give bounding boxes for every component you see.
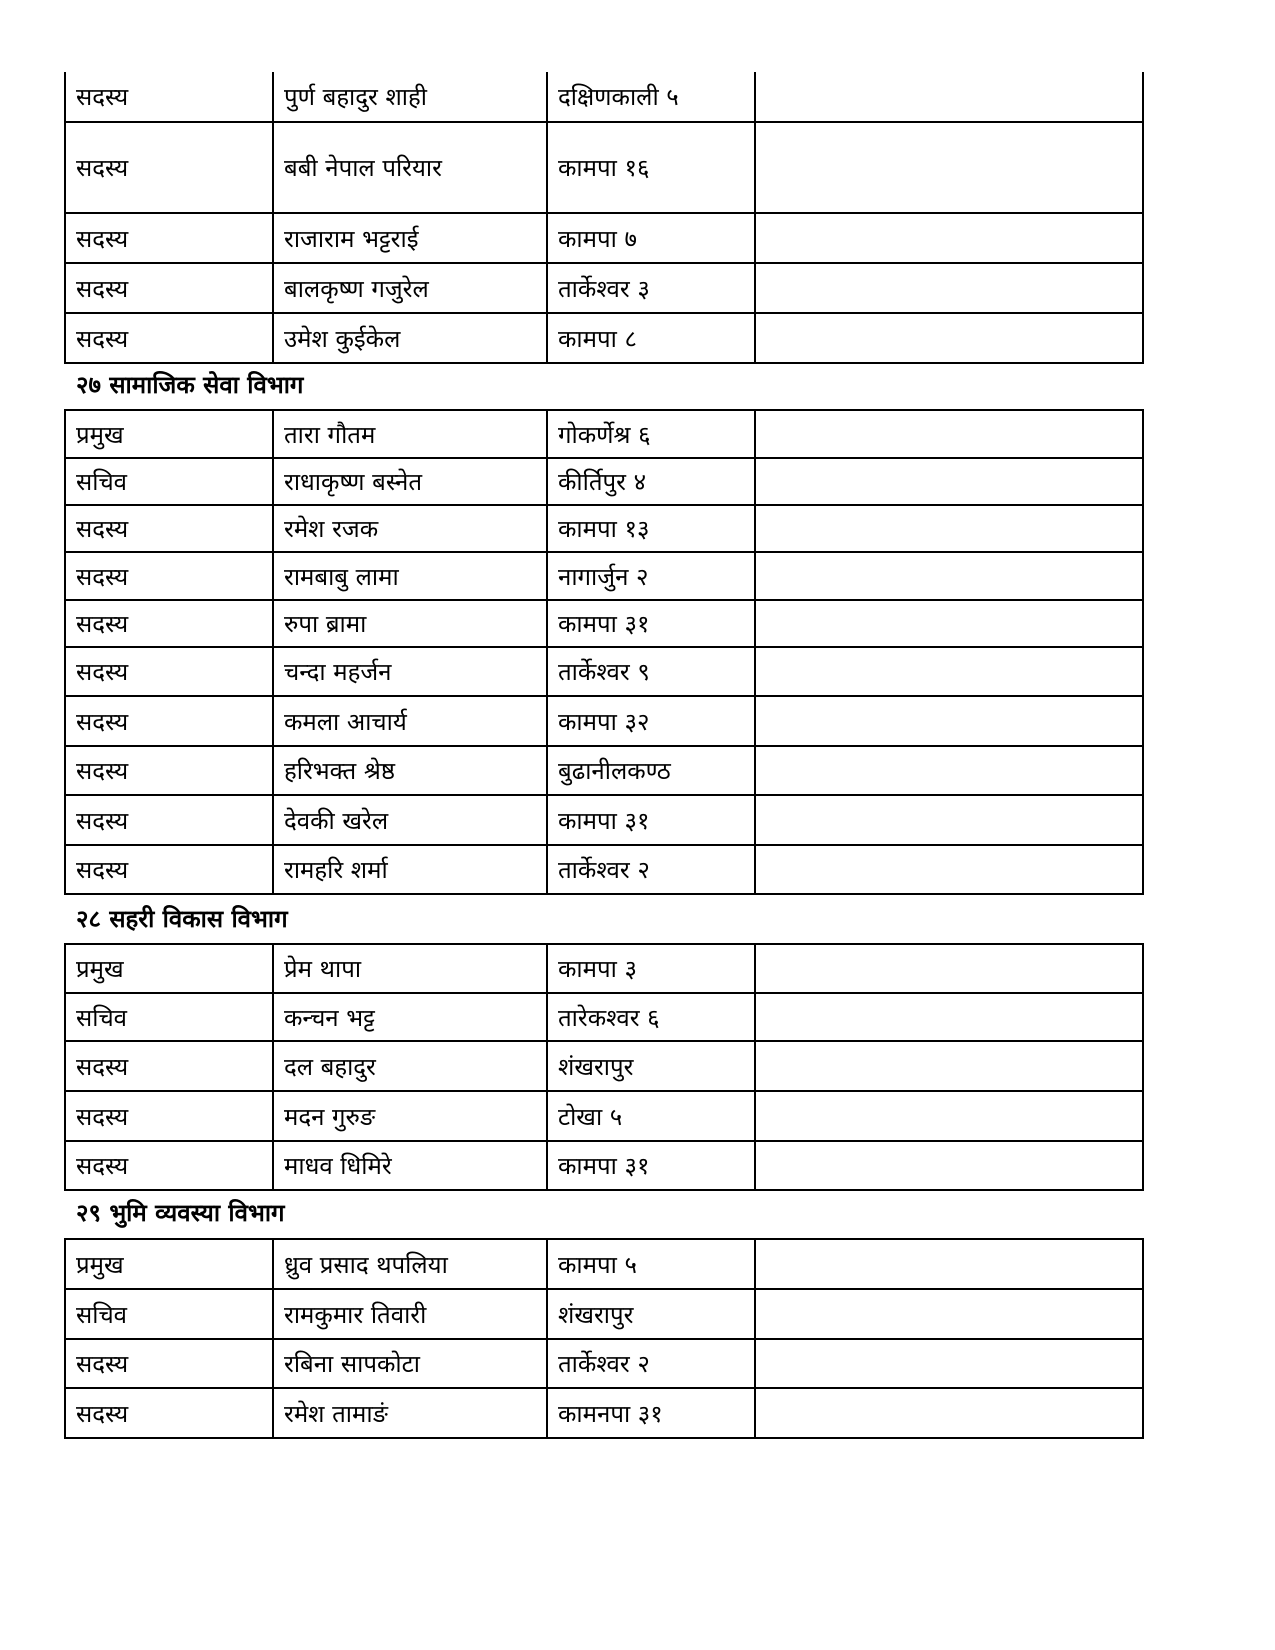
remarks-cell [755,458,1143,505]
member-table-continued [64,72,1144,364]
name-cell: रामकुमार तिवारी [273,1289,547,1339]
name-cell: माधव धिमिरे [273,1141,547,1190]
address-cell: कीर्तिपुर ४ [547,458,755,505]
address-cell: कामनपा ३१ [547,1388,755,1438]
role-cell: सचिव [65,458,273,505]
address-cell: शंखरापुर [547,1041,755,1091]
role-cell: सदस्य [65,795,273,845]
name-cell: राजाराम भट्टराई [273,213,547,263]
address-cell: कामपा ३२ [547,696,755,746]
role-cell: सदस्य [65,313,273,363]
role-cell: प्रमुख [65,944,273,993]
name-cell: पुर्ण बहादुर शाही [273,72,547,122]
role-cell: सदस्य [65,122,273,213]
role-cell: सदस्य [65,1041,273,1091]
name-cell: कन्चन भट्ट [273,993,547,1041]
remarks-cell [755,944,1143,993]
remarks-cell [755,696,1143,746]
name-cell: बालकृष्ण गजुरेल [273,263,547,313]
remarks-cell [755,1388,1143,1438]
name-cell: रमेश तामाङं [273,1388,547,1438]
remarks-cell [755,313,1143,363]
remarks-cell [755,1091,1143,1141]
table-row [65,263,1143,313]
table-row [65,1141,1143,1190]
name-cell: देवकी खरेल [273,795,547,845]
section-29-table [64,1238,1144,1439]
remarks-cell [755,1289,1143,1339]
table-row [65,696,1143,746]
name-cell: रामबाबु लामा [273,552,547,600]
address-cell: तार्केश्वर ९ [547,647,755,696]
remarks-cell [755,1239,1143,1289]
section-27-table [64,409,1144,895]
role-cell: सदस्य [65,72,273,122]
role-cell: सदस्य [65,1388,273,1438]
role-cell: सचिव [65,1289,273,1339]
name-cell: चन्दा महर्जन [273,647,547,696]
table-row [65,410,1143,458]
role-cell: सदस्य [65,213,273,263]
remarks-cell [755,552,1143,600]
name-cell: कमला आचार्य [273,696,547,746]
section-28-table [64,943,1144,1191]
role-cell: सदस्य [65,600,273,647]
role-cell: सदस्य [65,505,273,552]
address-cell: शंखरापुर [547,1289,755,1339]
remarks-cell [755,600,1143,647]
name-cell: दल बहादुर [273,1041,547,1091]
remarks-cell [755,263,1143,313]
remarks-cell [755,993,1143,1041]
table-row [65,552,1143,600]
name-cell: रुपा ब्रामा [273,600,547,647]
role-cell: सदस्य [65,1339,273,1388]
address-cell: बुढानीलकण्ठ [547,746,755,795]
address-cell: तार्केश्वर २ [547,845,755,894]
address-cell: कामपा ३ [547,944,755,993]
table-row [65,795,1143,845]
remarks-cell [755,1141,1143,1190]
members-table [64,409,1144,895]
table-row [65,72,1143,122]
remarks-cell [755,213,1143,263]
table-row [65,845,1143,894]
name-cell: राधाकृष्ण बस्नेत [273,458,547,505]
remarks-cell [755,647,1143,696]
address-cell: कामपा ३१ [547,1141,755,1190]
table-row [65,213,1143,263]
table-row [65,1388,1143,1438]
name-cell: प्रेम थापा [273,944,547,993]
table-row [65,647,1143,696]
section-title-27: २७ सामाजिक सेवा विभाग [76,371,304,399]
role-cell: सदस्य [65,696,273,746]
address-cell: कामपा १३ [547,505,755,552]
address-cell: कामपा ५ [547,1239,755,1289]
remarks-cell [755,746,1143,795]
name-cell: हरिभक्त श्रेष्ठ [273,746,547,795]
role-cell: सदस्य [65,746,273,795]
address-cell: नागार्जुन २ [547,552,755,600]
address-cell: दक्षिणकाली ५ [547,72,755,122]
role-cell: प्रमुख [65,410,273,458]
address-cell: कामपा ८ [547,313,755,363]
table-row [65,944,1143,993]
address-cell: कामपा ७ [547,213,755,263]
table-row [65,1091,1143,1141]
name-cell: मदन गुरुङ [273,1091,547,1141]
name-cell: बबी नेपाल परियार [273,122,547,213]
remarks-cell [755,72,1143,122]
role-cell: सदस्य [65,845,273,894]
name-cell: उमेश कुईकेल [273,313,547,363]
section-title-29: २९ भुमि व्यवस्या विभाग [76,1199,285,1227]
remarks-cell [755,505,1143,552]
address-cell: तारेकश्वर ६ [547,993,755,1041]
section-title-28: २८ सहरी विकास विभाग [76,905,288,933]
name-cell: रामहरि शर्मा [273,845,547,894]
name-cell: रमेश रजक [273,505,547,552]
members-table [64,72,1144,364]
remarks-cell [755,845,1143,894]
role-cell: सदस्य [65,1091,273,1141]
role-cell: प्रमुख [65,1239,273,1289]
address-cell: तार्केश्वर २ [547,1339,755,1388]
table-row [65,993,1143,1041]
remarks-cell [755,795,1143,845]
remarks-cell [755,1041,1143,1091]
members-table [64,1238,1144,1439]
role-cell: सदस्य [65,1141,273,1190]
table-row [65,313,1143,363]
members-table [64,943,1144,1191]
table-row [65,746,1143,795]
remarks-cell [755,1339,1143,1388]
role-cell: सदस्य [65,263,273,313]
address-cell: तार्केश्वर ३ [547,263,755,313]
address-cell: कामपा ३१ [547,795,755,845]
address-cell: कामपा १६ [547,122,755,213]
remarks-cell [755,122,1143,213]
address-cell: टोखा ५ [547,1091,755,1141]
name-cell: ध्रुव प्रसाद थपलिया [273,1239,547,1289]
table-row [65,1289,1143,1339]
table-row [65,1339,1143,1388]
name-cell: तारा गौतम [273,410,547,458]
table-row [65,505,1143,552]
table-row [65,600,1143,647]
address-cell: कामपा ३१ [547,600,755,647]
remarks-cell [755,410,1143,458]
address-cell: गोकर्णेश्र ६ [547,410,755,458]
role-cell: सदस्य [65,552,273,600]
table-row [65,122,1143,213]
name-cell: रबिना सापकोटा [273,1339,547,1388]
table-row [65,1041,1143,1091]
table-row [65,1239,1143,1289]
table-row [65,458,1143,505]
role-cell: सचिव [65,993,273,1041]
role-cell: सदस्य [65,647,273,696]
